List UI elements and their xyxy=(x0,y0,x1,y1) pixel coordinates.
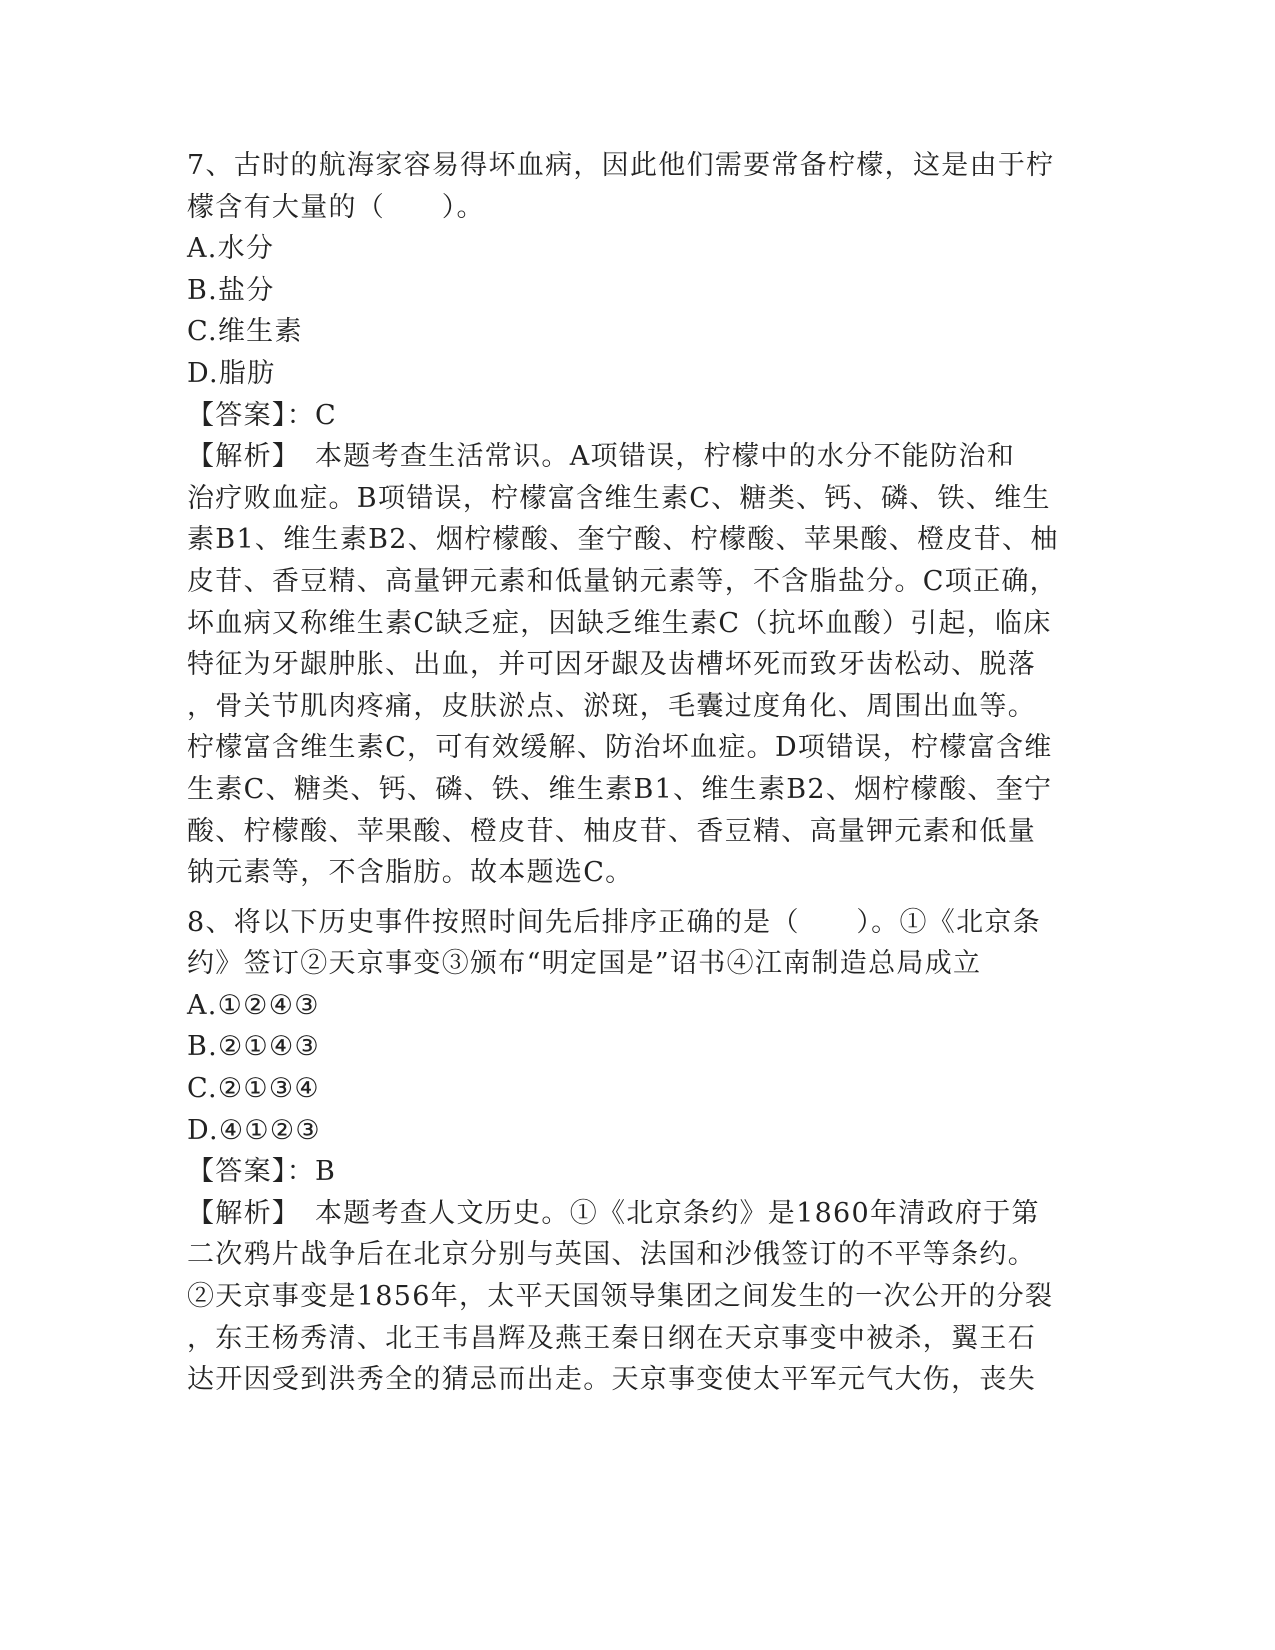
question-7-analysis-line-1: 【解析】 本题考查生活常识。A项错误，柠檬中的水分不能防治和 xyxy=(187,441,1015,473)
question-7-analysis-line-3: 素B1、维生素B2、烟柠檬酸、奎宁酸、柠檬酸、苹果酸、橙皮苷、柚 xyxy=(187,524,1059,556)
question-8 xyxy=(187,902,1077,1401)
document-content xyxy=(187,145,1077,1401)
question-7-analysis-line-2: 治疗败血症。B项错误，柠檬富含维生素C、糖类、钙、磷、铁、维生 xyxy=(187,482,1051,514)
question-7-option-a: A.水分 xyxy=(187,233,275,265)
question-8-answer: 【答案】：B xyxy=(187,1156,337,1188)
question-7-option-c: C.维生素 xyxy=(187,316,303,348)
question-8-option-d: D.④①②③ xyxy=(187,1114,321,1146)
question-7-analysis-line-5: 坏血病又称维生素C缺乏症，因缺乏维生素C（抗坏血酸）引起，临床 xyxy=(187,607,1052,639)
question-7-analysis-line-8: 柠檬富含维生素C，可有效缓解、防治坏血症。D项错误，柠檬富含维 xyxy=(187,732,1053,764)
question-8-analysis-line-2: 二次鸦片战争后在北京分别与英国、法国和沙俄签订的不平等条约。 xyxy=(187,1239,1036,1271)
question-7-analysis-line-10: 酸、柠檬酸、苹果酸、橙皮苷、柚皮苷、香豆精、高量钾元素和低量 xyxy=(187,815,1036,847)
question-7-option-b: B.盐分 xyxy=(187,274,275,306)
question-7-analysis-line-11: 钠元素等，不含脂肪。故本题选C。 xyxy=(187,857,634,889)
question-8-analysis-line-3: ②天京事变是1856年，太平天国领导集团之间发生的一次公开的分裂 xyxy=(187,1281,1054,1313)
question-8-analysis-line-4: ，东王杨秀清、北王韦昌辉及燕王秦日纲在天京事变中被杀，翼王石 xyxy=(187,1322,1036,1354)
question-7-stem-line-2: 檬含有大量的（ ）。 xyxy=(187,191,485,223)
question-8-analysis-line-5: 达开因受到洪秀全的猜忌而出走。天京事变使太平军元气大伤，丧失 xyxy=(187,1364,1036,1396)
question-8-stem-line-1: 8、将以下历史事件按照时间先后排序正确的是（ ）。①《北京条 xyxy=(187,906,1041,938)
question-7-stem-line-1: 7、古时的航海家容易得坏血病，因此他们需要常备柠檬，这是由于柠 xyxy=(187,150,1055,181)
question-7 xyxy=(187,145,1077,894)
question-7-option-d: D.脂肪 xyxy=(187,357,276,389)
question-7-analysis-line-7: ，骨关节肌肉疼痛，皮肤淤点、淤斑，毛囊过度角化、周围出血等。 xyxy=(187,690,1036,722)
question-7-analysis-line-9: 生素C、糖类、钙、磷、铁、维生素B1、维生素B2、烟柠檬酸、奎宁 xyxy=(187,773,1053,805)
question-8-analysis-line-1: 【解析】 本题考查人文历史。①《北京条约》是1860年清政府于第 xyxy=(187,1197,1040,1229)
question-7-answer: 【答案】：C xyxy=(187,399,337,431)
question-8-stem-line-2: 约》签订②天京事变③颁布“明定国是”诏书④江南制造总局成立 xyxy=(187,948,982,980)
question-7-analysis-line-6: 特征为牙龈肿胀、出血，并可因牙龈及齿槽坏死而致牙齿松动、脱落 xyxy=(187,649,1036,681)
question-divider xyxy=(187,894,1077,902)
question-8-option-a: A.①②④③ xyxy=(187,989,320,1021)
question-7-analysis-line-4: 皮苷、香豆精、高量钾元素和低量钠元素等，不含脂盐分。C项正确， xyxy=(187,565,1058,597)
question-8-option-b: B.②①④③ xyxy=(187,1031,321,1063)
question-8-option-c: C.②①③④ xyxy=(187,1073,320,1105)
